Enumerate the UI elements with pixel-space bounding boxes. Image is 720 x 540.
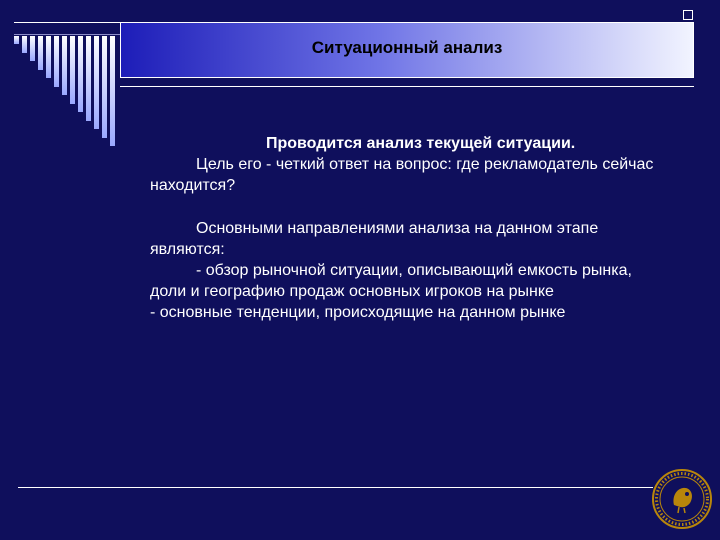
goal-paragraph: Цель его - четкий ответ на вопрос: где рекламодатель сейчас находится? <box>150 156 654 194</box>
body-heading: Проводится анализ текущей ситуации. <box>266 135 576 152</box>
decorative-stripe <box>22 36 27 53</box>
decorative-stripe <box>94 36 99 129</box>
decorative-stripe <box>102 36 107 138</box>
slide-body <box>150 133 670 323</box>
decorative-stripe <box>54 36 59 87</box>
paragraph-gap <box>150 196 670 218</box>
decorative-stripe <box>78 36 83 112</box>
decorative-stripe <box>70 36 75 104</box>
decorative-stripe <box>110 36 115 146</box>
decorative-stripe <box>86 36 91 121</box>
decorative-stripe <box>38 36 43 70</box>
bottom-divider-line <box>18 487 653 488</box>
logo-seal-icon <box>650 467 714 531</box>
decorative-stripe <box>46 36 51 78</box>
title-underline <box>120 86 694 87</box>
decorative-stripe <box>14 36 19 44</box>
decorative-square <box>683 10 693 20</box>
directions-intro: Основными направлениями анализа на данном этапе являются: <box>150 220 599 258</box>
decorative-stripes <box>14 36 124 156</box>
decorative-stripe <box>62 36 67 95</box>
slide-title: Ситуационный анализ <box>311 38 503 57</box>
decorative-stripe <box>30 36 35 61</box>
list-item-market-trends: - основные тенденции, происходящие на данном рынке <box>150 304 566 321</box>
list-item-market-overview: - обзор рыночной ситуации, описывающий емкость рынка, доли и географию продаж основных игроков на рынке <box>150 262 632 300</box>
title-banner <box>120 22 694 78</box>
